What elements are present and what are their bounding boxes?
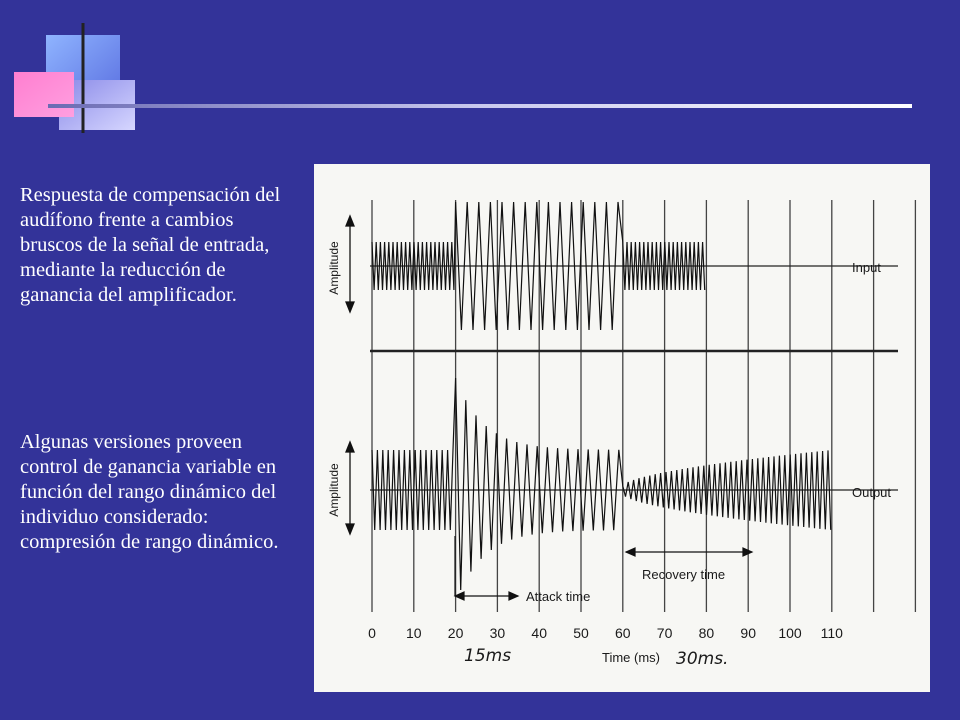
recovery-time-label: Recovery time	[642, 567, 726, 582]
title-rule	[48, 104, 912, 108]
time-tick-label: 70	[656, 625, 673, 641]
time-tick-label: 30	[489, 625, 506, 641]
time-tick-label: 110	[820, 625, 843, 641]
title-ornament	[0, 0, 960, 160]
handwritten-note-attack: 15ms	[464, 646, 512, 666]
time-tick-label: 50	[573, 625, 589, 641]
output-waveform	[372, 378, 831, 590]
compression-paragraph: Algunas versiones proveen control de ganancia variable en función del rango dinámico del individuo considerado: compresión de rango dinámico.	[20, 431, 279, 553]
description-paragraph: Respuesta de compensación del audífono frente a cambios bruscos de la señal de entrada, mediante la reducción de ganancia del amplificador.	[20, 184, 281, 306]
time-tick-label: 90	[740, 625, 756, 641]
recovery-time-marker	[626, 548, 752, 556]
time-tick-label: 40	[531, 625, 547, 641]
attack-time-label: Attack time	[526, 589, 591, 604]
output-amplitude-arrow	[346, 442, 354, 534]
time-axis-label: Time (ms)	[602, 650, 661, 665]
time-tick-label: 100	[778, 625, 802, 641]
compression-response-figure	[314, 164, 930, 692]
deco-pink-square	[14, 72, 74, 117]
input-label: Input	[852, 260, 881, 275]
time-tick-label: 20	[447, 625, 464, 641]
time-tick-label: 10	[406, 625, 422, 641]
handwritten-note-recovery: 30ms.	[676, 649, 729, 669]
time-tick-label: 0	[368, 625, 376, 641]
output-label: Output	[852, 485, 892, 500]
time-axis-ticks	[368, 625, 843, 641]
time-grid	[372, 200, 915, 612]
input-amplitude-arrow	[346, 216, 354, 312]
amplitude-label-bottom: Amplitude	[327, 463, 341, 517]
waveform-diagram	[314, 164, 930, 692]
attack-time-marker	[455, 536, 518, 600]
time-tick-label: 60	[615, 625, 631, 641]
amplitude-label-top: Amplitude	[327, 241, 341, 295]
time-tick-label: 80	[698, 625, 715, 641]
